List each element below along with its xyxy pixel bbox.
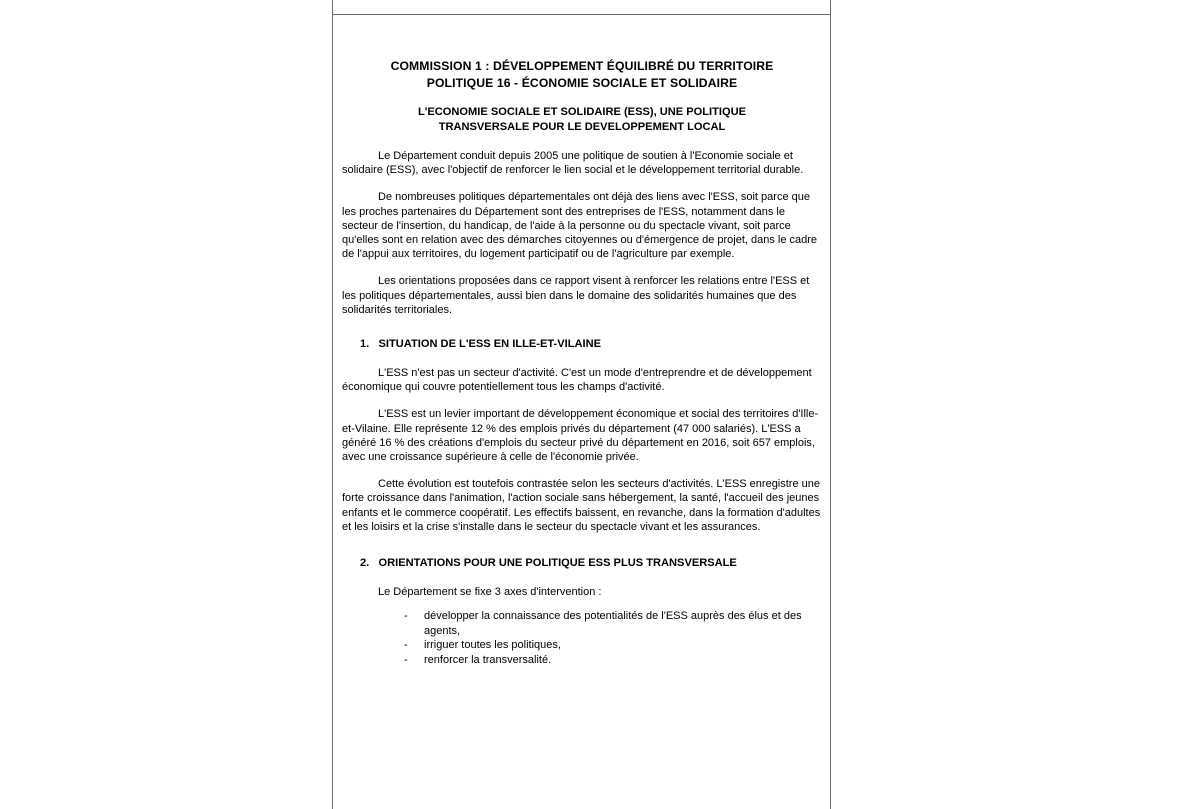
section-1-title: SITUATION DE L'ESS EN ILLE-ET-VILAINE bbox=[378, 338, 601, 351]
subtitle-line-1: L'ECONOMIE SOCIALE ET SOLIDAIRE (ESS), UNE POLITIQUE bbox=[417, 106, 747, 118]
page-right-rule bbox=[830, 0, 831, 809]
list-item-text: irriguer toutes les politiques, bbox=[424, 639, 561, 652]
list-item bbox=[342, 653, 822, 668]
intro-paragraph-1: Le Département conduit depuis 2005 une politique de soutien à l'Economie sociale et solidaire (ESS), avec l'objectif de renforcer le lien social et le développement territorial durable. bbox=[342, 150, 804, 177]
section-2-title: ORIENTATIONS POUR UNE POLITIQUE ESS PLUS TRANSVERSALE bbox=[378, 557, 737, 570]
list-item bbox=[342, 609, 822, 638]
section-2-lead: Le Département se fixe 3 axes d'intervention : bbox=[378, 586, 602, 599]
title-line-2: POLITIQUE 16 - ÉCONOMIE SOCIALE ET SOLIDAIRE bbox=[426, 76, 738, 90]
list-item-text: développer la connaissance des potentialités de l'ESS auprès des élus et des agents, bbox=[424, 610, 802, 637]
bullet-marker: - bbox=[404, 610, 408, 623]
section-1 bbox=[342, 337, 822, 534]
bullet-marker: - bbox=[404, 639, 408, 652]
section-1-paragraph-1: L'ESS n'est pas un secteur d'activité. C'est un mode d'entreprendre et de développement économique qui couvre potentiellement tous les champs d'activité. bbox=[342, 367, 812, 394]
section-1-heading bbox=[342, 337, 822, 352]
bullet-marker: - bbox=[404, 654, 408, 667]
title-line-1: COMMISSION 1 : DÉVELOPPEMENT ÉQUILIBRÉ DU TERRITOIRE bbox=[390, 59, 774, 73]
document-title bbox=[342, 58, 822, 92]
document-subtitle bbox=[342, 105, 822, 135]
section-2-number: 2. bbox=[360, 557, 370, 570]
list-item-text: renforcer la transversalité. bbox=[424, 654, 552, 667]
intro-block bbox=[342, 149, 822, 317]
section-2 bbox=[342, 556, 822, 668]
section-2-bullet-list bbox=[342, 609, 822, 667]
section-1-number: 1. bbox=[360, 338, 370, 351]
document-content bbox=[333, 0, 830, 809]
section-1-paragraph-2: L'ESS est un levier important de développement économique et social des territoires d'Ille-et-Vilaine. Elle représente 12 % des emplois privés du département (47 000 salariés). L'ESS a généré 16 % des créations d'emplois du secteur privé du département en 2016, soit 657 emplois, avec une croissance supérieure à celle de l'économie privée. bbox=[342, 408, 819, 464]
section-2-heading bbox=[342, 556, 822, 571]
list-item bbox=[342, 638, 822, 653]
subtitle-line-2: TRANSVERSALE POUR LE DEVELOPPEMENT LOCAL bbox=[438, 121, 726, 133]
section-1-paragraph-3: Cette évolution est toutefois contrastée selon les secteurs d'activités. L'ESS enregistre une forte croissance dans l'animation, l'action sociale sans hébergement, la santé, l'accueil des jeunes enfants et le commerce coopératif. Les effectifs baissent, en revanche, dans la formation d'adultes et les loisirs et la crise s'installe dans le secteur du spectacle vivant et les assurances. bbox=[342, 478, 821, 533]
intro-paragraph-2: De nombreuses politiques départementales ont déjà des liens avec l'ESS, soit parce que les proches partenaires du Département sont des entreprises de l'ESS, notamment dans le secteur de l'insertion, du handicap, de l'aide à la personne ou du spectacle vivant, soit parce qu'elles sont en relation avec des démarches citoyennes ou d'émergence de projet, dans le cadre de l'appui aux territoires, du logement participatif ou de l'agriculture par exemple. bbox=[342, 191, 818, 261]
intro-paragraph-3: Les orientations proposées dans ce rapport visent à renforcer les relations entre l'ESS et les politiques départementales, aussi bien dans le domaine des solidarités humaines que des solidarités territoriales. bbox=[342, 275, 810, 316]
